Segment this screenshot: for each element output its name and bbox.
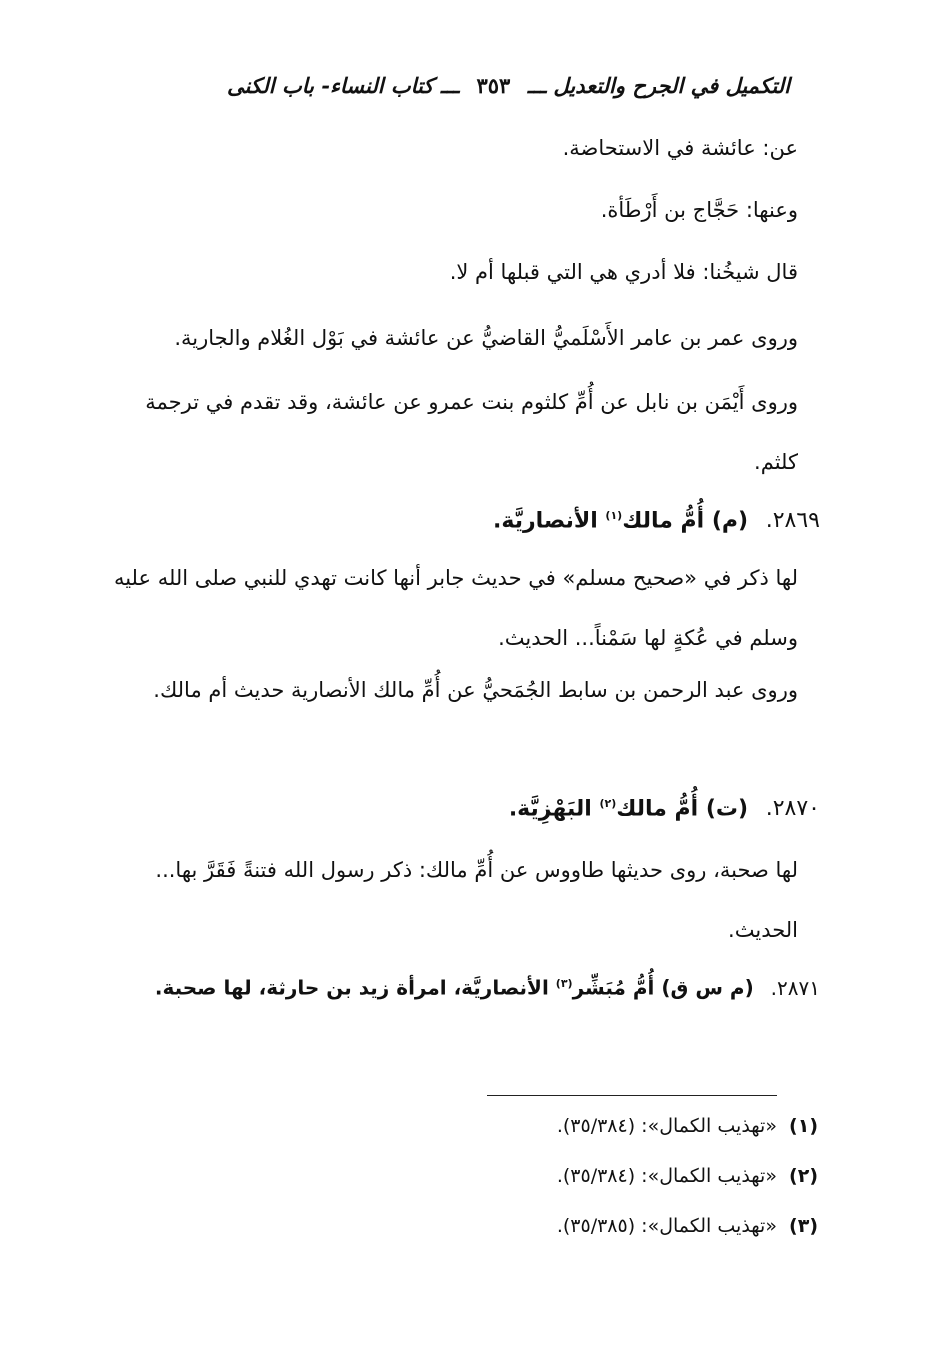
paragraph-4: وروى عمر بن عامر الأَسْلَميُّ القاضيُّ عن عائشة في بَوْل الغُلام والجارية. bbox=[174, 326, 798, 350]
footnote-divider bbox=[487, 1095, 777, 1096]
footnote-3 bbox=[318, 1208, 818, 1244]
footnote-1 bbox=[318, 1108, 818, 1144]
paragraph-6: لها ذكر في «صحيح مسلم» في حديث جابر أنها كانت تهدي للنبي صلى الله عليه وسلم في عُكةٍ لها سَمْناً... الحديث. bbox=[113, 566, 798, 650]
paragraph-2: وعنها: حَجَّاج بن أَرْطَأة. bbox=[600, 198, 798, 222]
entry-number: ٢٨٧١. bbox=[770, 975, 820, 1000]
footnote-ref: (٢) bbox=[599, 797, 617, 810]
entry-code: (م) bbox=[711, 508, 749, 534]
paragraph-1: عن: عائشة في الاستحاضة. bbox=[562, 136, 798, 160]
entry-2869-heading bbox=[120, 496, 820, 541]
footnote-number: (٢) bbox=[789, 1165, 818, 1187]
entry-name: أُمُّ مالك bbox=[622, 508, 705, 534]
footnote-text: «تهذيب الكمال»: (٣٥/٣٨٥). bbox=[556, 1215, 777, 1237]
running-header: التكميل في الجرح والتعديل ـــ ٣٥٣ ـــ كتاب النساء- باب الكنى bbox=[226, 73, 790, 98]
entry-rest: الأنصاريَّة، امرأة زيد بن حارثة، لها صحبة. bbox=[154, 975, 549, 1000]
paragraph-3: قال شيخُنا: فلا أدري هي التي قبلها أم لا. bbox=[449, 260, 798, 284]
entry-number: ٢٨٧٠. bbox=[765, 796, 820, 822]
footnote-ref: (١) bbox=[605, 509, 623, 522]
footnote-2 bbox=[318, 1158, 818, 1194]
footnote-ref: (٣) bbox=[555, 977, 573, 990]
footnote-number: (٣) bbox=[789, 1215, 818, 1237]
entry-nisba: البَهْزِيَّة. bbox=[508, 796, 592, 822]
footnote-number: (١) bbox=[789, 1115, 818, 1137]
entry-name: أُمُّ مُبَشِّر bbox=[572, 975, 655, 1000]
page-number: ٣٥٣ bbox=[476, 73, 511, 98]
header-book-title: التكميل في الجرح والتعديل bbox=[553, 73, 790, 98]
entry-2871-heading bbox=[120, 964, 820, 1008]
entry-code: (م س ق) bbox=[661, 975, 754, 1000]
footnote-text: «تهذيب الكمال»: (٣٥/٣٨٤). bbox=[556, 1115, 777, 1137]
entry-nisba: الأنصاريَّة. bbox=[493, 508, 598, 534]
paragraph-5: وروى أَيْمَن بن نابل عن أُمِّ كلثوم بنت عمرو عن عائشة، وقد تقدم في ترجمة كلثم. bbox=[145, 390, 798, 474]
entry-2870-heading bbox=[120, 784, 820, 829]
entry-number: ٢٨٦٩. bbox=[765, 508, 820, 534]
paragraph-7: وروى عبد الرحمن بن سابط الجُمَحيُّ عن أُمِّ مالك الأنصارية حديث أم مالك. bbox=[153, 678, 798, 702]
header-chapter-title: كتاب النساء- باب الكنى bbox=[226, 73, 434, 98]
paragraph-8: لها صحبة، روى حديثها طاووس عن أُمِّ مالك: ذكر رسول الله فتنةً فَقَرَّ بها... الحديث. bbox=[155, 858, 798, 942]
footnote-text: «تهذيب الكمال»: (٣٥/٣٨٤). bbox=[556, 1165, 777, 1187]
entry-name: أُمُّ مالك bbox=[616, 796, 699, 822]
entry-code: (ت) bbox=[705, 796, 749, 822]
